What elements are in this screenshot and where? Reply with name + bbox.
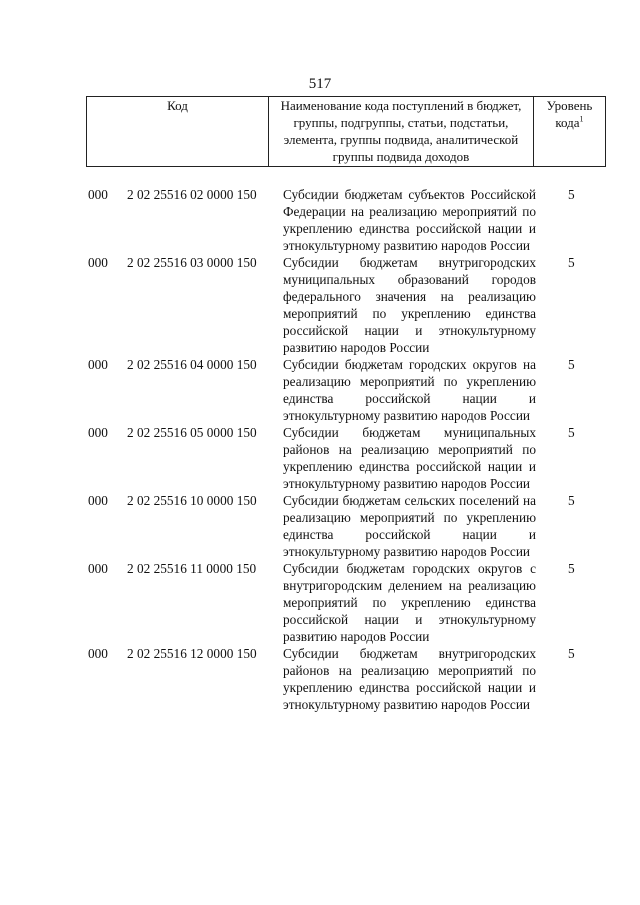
admin-code: 000 (88, 646, 108, 661)
header-level (533, 97, 605, 167)
revenue-code: 2 02 25516 02 0000 150 (127, 187, 257, 202)
header-level-footnote: 1 (579, 114, 584, 124)
revenue-name: Субсидии бюджетам муниципальных районов на реализацию мероприятий по укреплению единства российской нации и этнокультурному развитию народов России (283, 425, 536, 491)
revenue-code: 2 02 25516 10 0000 150 (127, 493, 257, 508)
header-level-label: Уровень кода (546, 98, 593, 130)
code-level: 5 (568, 493, 575, 508)
code-level: 5 (568, 255, 575, 270)
code-level: 5 (568, 357, 575, 372)
revenue-name: Субсидии бюджетам городских округов на реализацию мероприятий по укреплению единства российской нации и этнокультурному развитию народов России (283, 357, 536, 423)
admin-code: 000 (88, 561, 108, 576)
header-code: Код (87, 97, 269, 167)
code-level: 5 (568, 646, 575, 661)
admin-code: 000 (88, 357, 108, 372)
revenue-code: 2 02 25516 12 0000 150 (127, 646, 257, 661)
revenue-name: Субсидии бюджетам субъектов Российской Федерации на реализацию мероприятий по укреплению единства российской нации и этнокультурному развитию народов России (283, 187, 536, 253)
admin-code: 000 (88, 187, 108, 202)
table-row (0, 645, 640, 713)
table-header (86, 96, 606, 167)
code-level: 5 (568, 561, 575, 576)
admin-code: 000 (88, 493, 108, 508)
code-level: 5 (568, 187, 575, 202)
admin-code: 000 (88, 255, 108, 270)
code-level: 5 (568, 425, 575, 440)
table-body (0, 186, 640, 713)
table-row (0, 560, 640, 645)
revenue-code: 2 02 25516 05 0000 150 (127, 425, 257, 440)
revenue-name: Субсидии бюджетам внутригородских районов на реализацию мероприятий по укреплению единства российской нации и этнокультурному развитию народов России (283, 646, 536, 712)
revenue-name: Субсидии бюджетам городских округов с внутригородским делением на реализацию мероприятий по укреплению единства российской нации и этнокультурному развитию народов России (283, 561, 536, 644)
page-number: 517 (308, 76, 332, 92)
table-row (0, 356, 640, 424)
table-row (0, 186, 640, 254)
admin-code: 000 (88, 425, 108, 440)
revenue-code: 2 02 25516 11 0000 150 (127, 561, 257, 576)
table-row (0, 492, 640, 560)
header-name: Наименование кода поступлений в бюджет, группы, подгруппы, статьи, подстатьи, элемента, группы подвида, аналитической группы подвида доходов (268, 97, 533, 167)
revenue-code: 2 02 25516 04 0000 150 (127, 357, 257, 372)
table-row (0, 424, 640, 492)
revenue-name: Субсидии бюджетам сельских поселений на реализацию мероприятий по укреплению единства российской нации и этнокультурному развитию народов России (283, 493, 536, 559)
table-row (0, 254, 640, 356)
revenue-code: 2 02 25516 03 0000 150 (127, 255, 257, 270)
revenue-name: Субсидии бюджетам внутригородских муниципальных образований городов федерального значения на реализацию мероприятий по укреплению единства российской нации и этнокультурному развитию народов России (283, 255, 536, 355)
